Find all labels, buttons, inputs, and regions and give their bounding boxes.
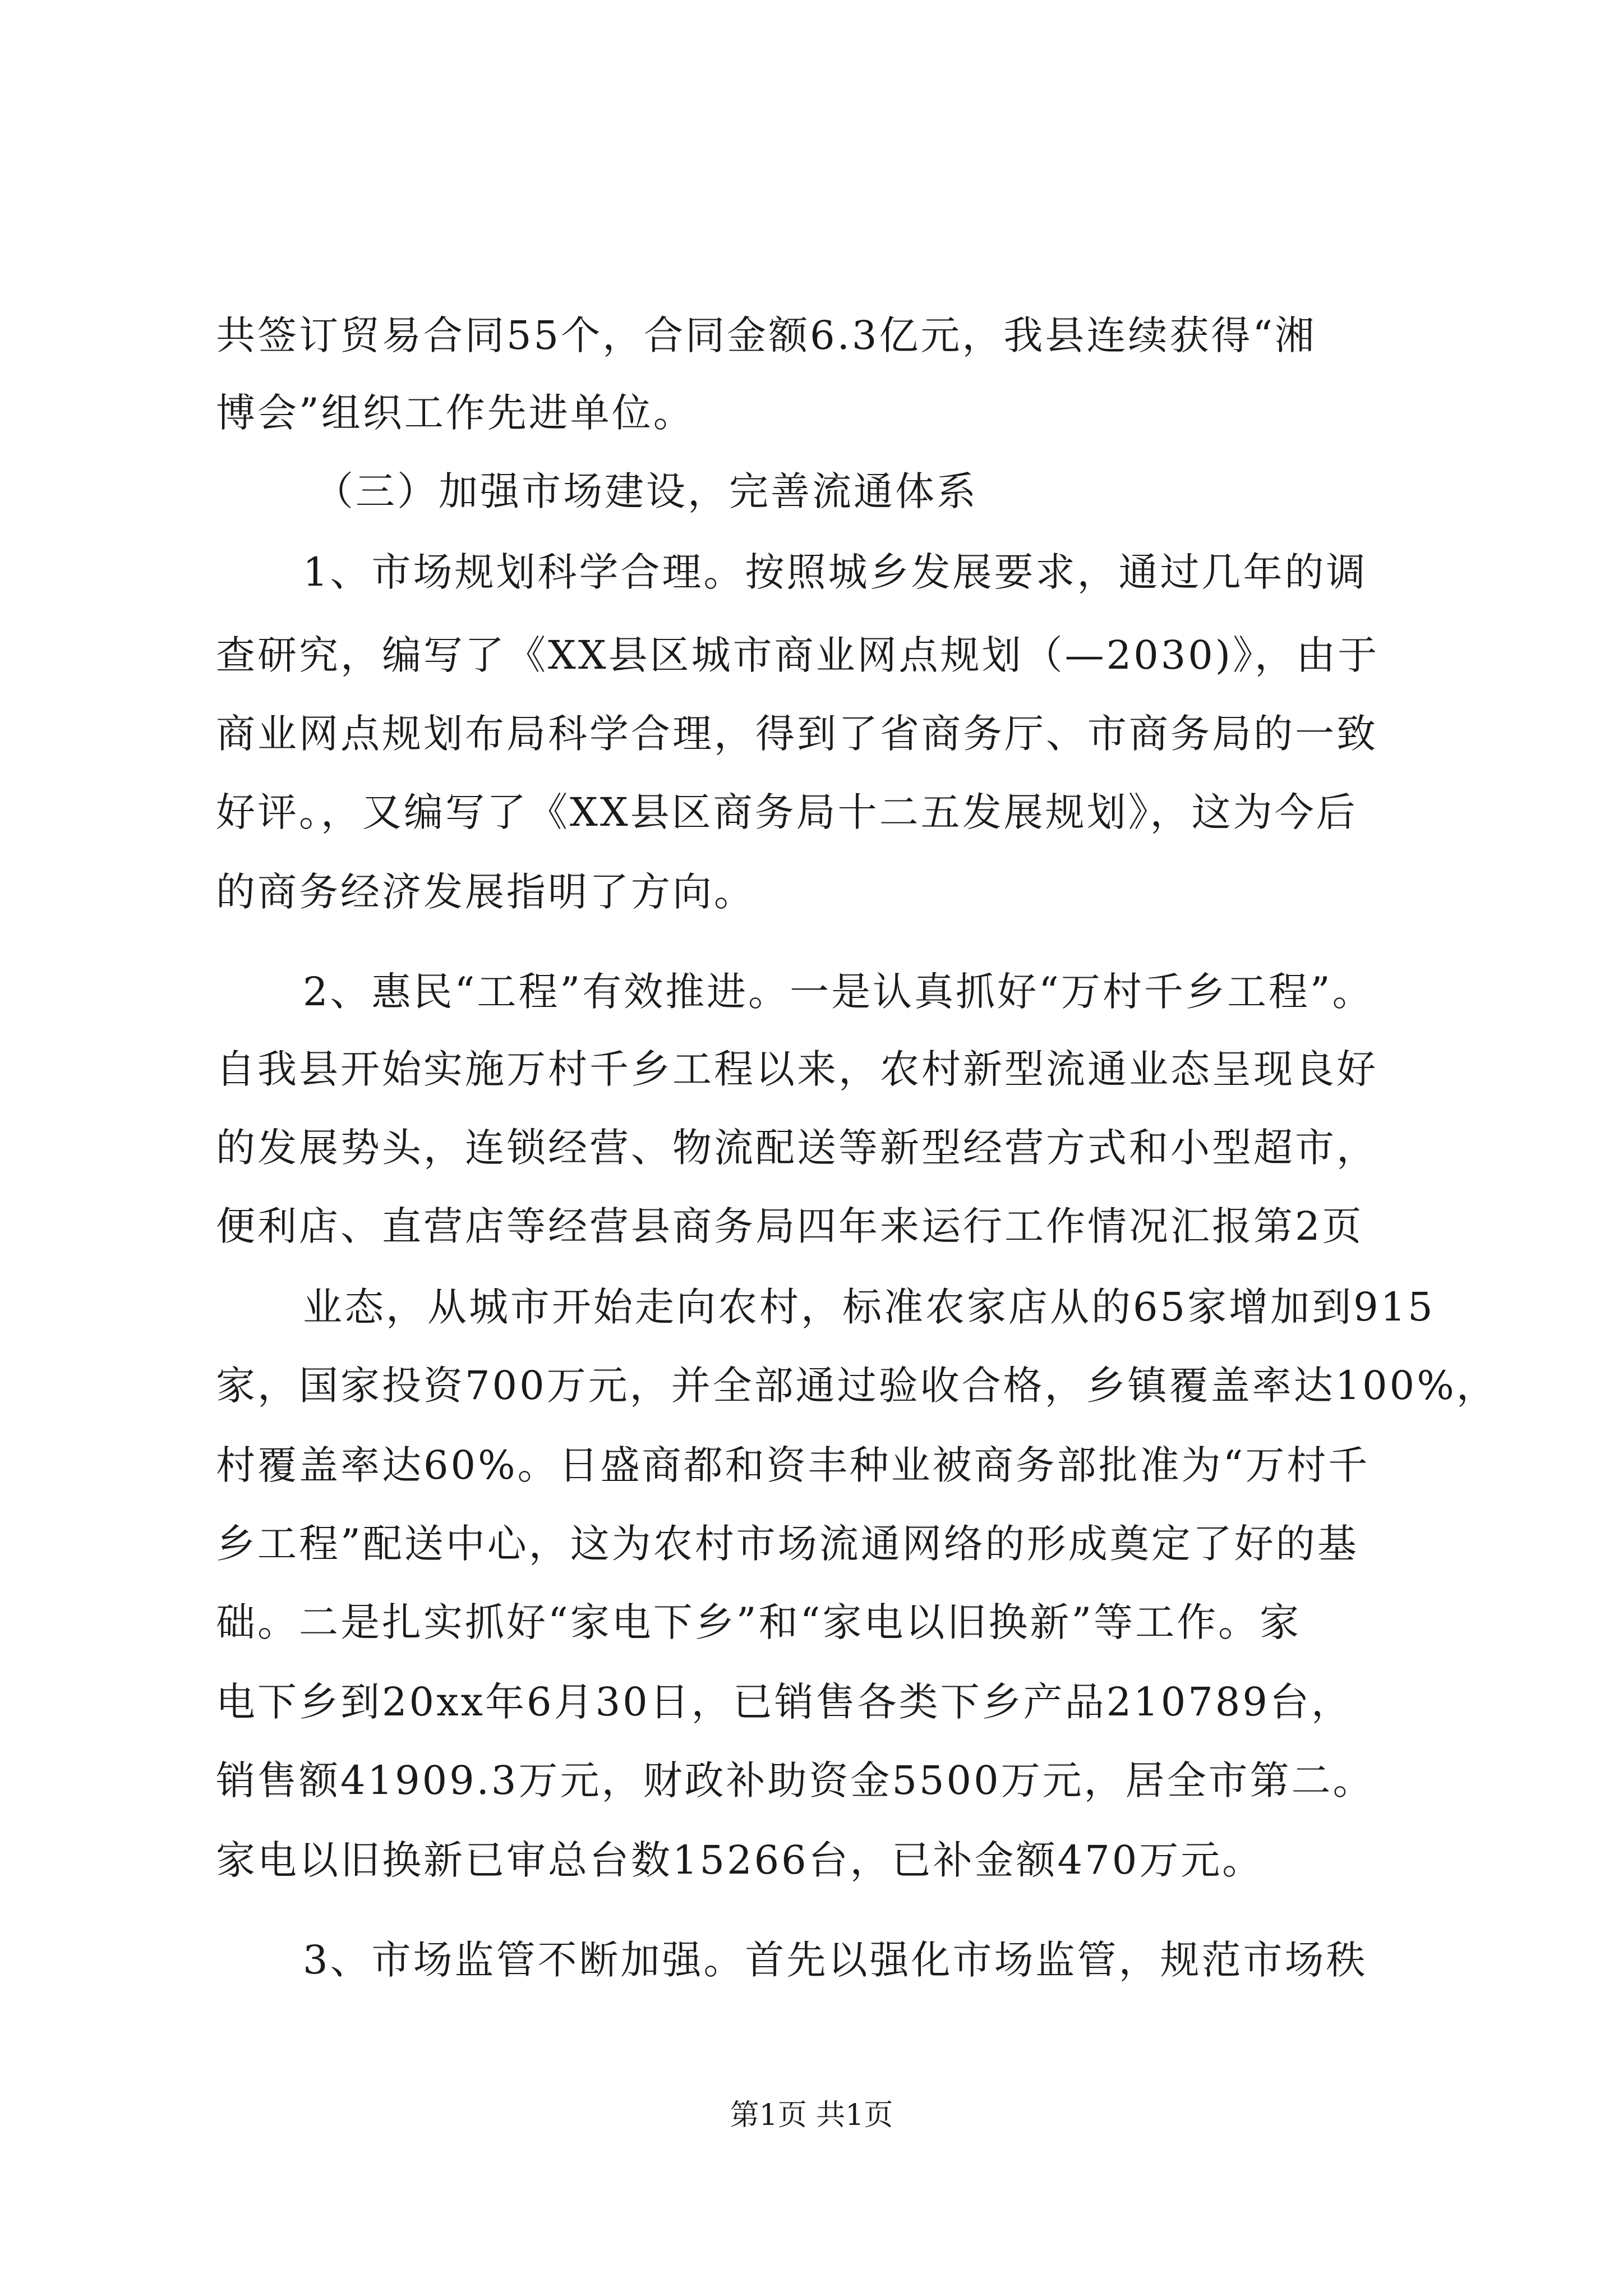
text-line: 博会”组织工作先进单位。: [216, 390, 695, 436]
text-line: 便利店、直营店等经营县商务局四年来运行工作情况汇报第2页: [216, 1203, 1364, 1249]
text-line: 乡工程”配送中心，这为农村市场流通网络的形成奠定了好的基: [216, 1521, 1359, 1567]
text-line: 村覆盖率达60%。日盛商都和资丰种业被商务部批准为“万村千: [216, 1442, 1370, 1488]
text-line: 好评。，又编写了《XX县区商务局十二五发展规划》，这为今后: [216, 789, 1358, 835]
text-line: 查研究，编写了《XX县区城市商业网点规划（—2030)》，由于: [216, 632, 1380, 678]
section-heading: （三）加强市场建设，完善流通体系: [314, 468, 978, 514]
text-line: 销售额41909.3万元，财政补助资金5500万元，居全市第二。: [216, 1757, 1375, 1803]
page-footer: 第1页 共1页: [730, 2099, 893, 2132]
text-line: 3、市场监管不断加强。首先以强化市场监管，规范市场秩: [303, 1937, 1368, 1983]
text-line: 家，国家投资700万元，并全部通过验收合格，乡镇覆盖率达100%，: [216, 1363, 1498, 1409]
text-line: 商业网点规划布局科学合理，得到了省商务厅、市商务局的一致: [216, 711, 1378, 757]
text-line: 业态，从城市开始走向农村，标准农家店从的65家增加到915: [303, 1284, 1435, 1330]
text-line: 1、市场规划科学合理。按照城乡发展要求，通过几年的调: [303, 549, 1368, 595]
text-line: 电下乡到20xx年6月30日，已销售各类下乡产品210789台，: [216, 1679, 1353, 1725]
text-line: 自我县开始实施万村千乡工程以来，农村新型流通业态呈现良好: [216, 1046, 1378, 1092]
text-line: 共签订贸易合同55个，合同金额6.3亿元，我县连续获得“湘: [216, 312, 1317, 358]
text-line: 的商务经济发展指明了方向。: [216, 869, 755, 915]
text-line: 础。二是扎实抓好“家电下乡”和“家电以旧换新”等工作。家: [216, 1599, 1302, 1645]
text-line: 2、惠民“工程”有效推进。一是认真抓好“万村千乡工程”。: [303, 969, 1374, 1015]
text-line: 家电以旧换新已审总台数15266台，已补金额470万元。: [216, 1837, 1264, 1883]
text-line: 的发展势头，连锁经营、物流配送等新型经营方式和小型超市，: [216, 1125, 1378, 1171]
